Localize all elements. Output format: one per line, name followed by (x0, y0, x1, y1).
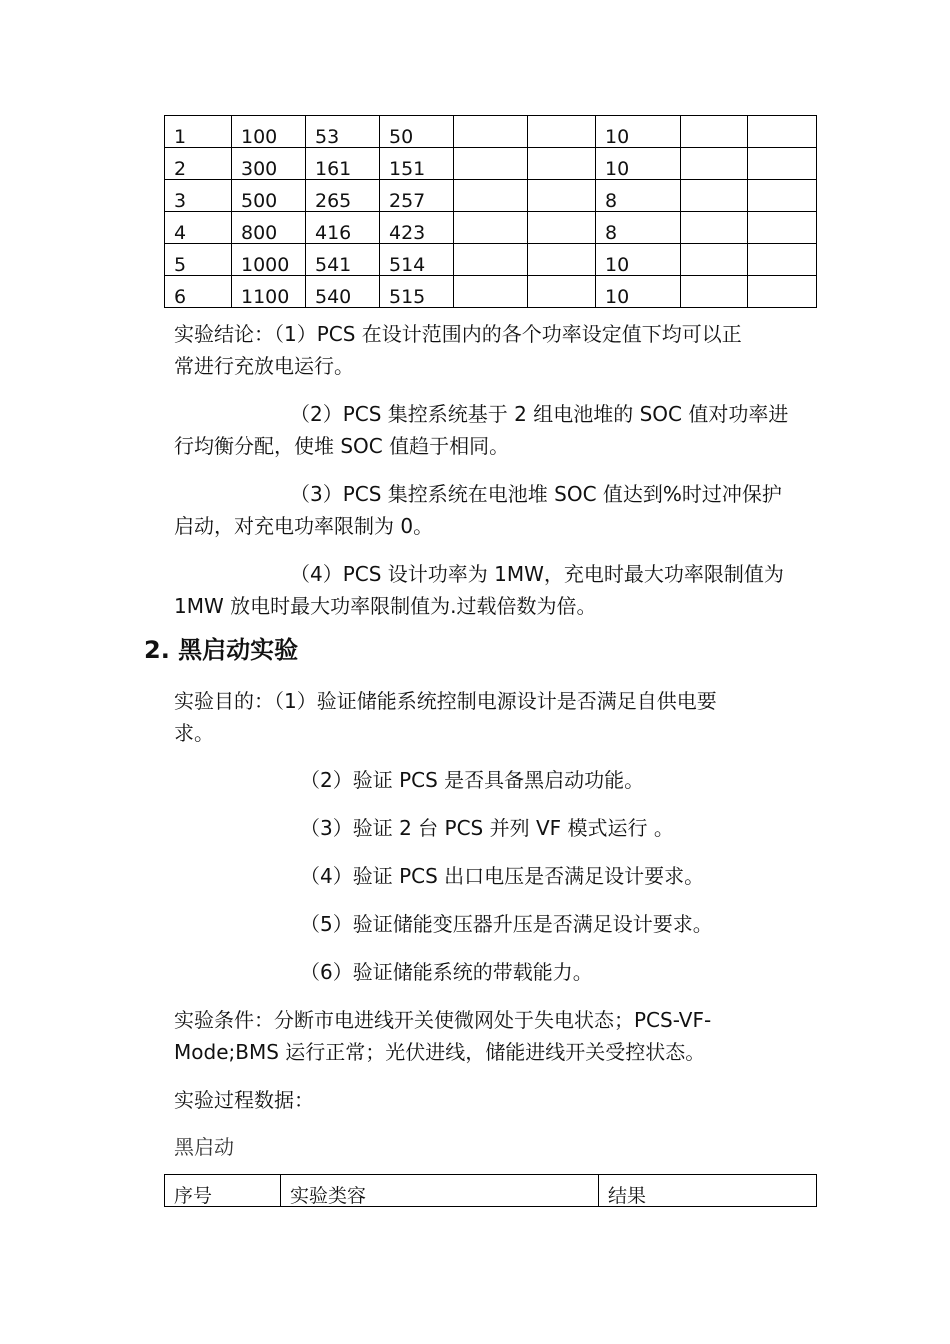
purpose-line-1: 实验目的：（1）验证储能系统控制电源设计是否满足自供电要 (174, 689, 717, 713)
header-cell: 结果 (599, 1175, 817, 1207)
table-cell (528, 212, 596, 244)
table-header-row (165, 1175, 817, 1207)
power-test-table (164, 115, 817, 308)
table-cell (681, 180, 748, 212)
purpose-item: （2）验证 PCS 是否具备黑启动功能。 (300, 768, 645, 792)
table-row (165, 180, 817, 212)
purpose-item: （6）验证储能系统的带载能力。 (300, 960, 593, 984)
table-cell: 4 (165, 212, 232, 244)
table-cell (528, 244, 596, 276)
table-cell: 1100 (232, 276, 306, 308)
table-cell: 8 (596, 212, 681, 244)
table-cell (748, 148, 817, 180)
table-cell (748, 180, 817, 212)
table-cell (454, 148, 528, 180)
table-row (165, 212, 817, 244)
table-cell: 10 (596, 244, 681, 276)
table-cell: 6 (165, 276, 232, 308)
table-cell (748, 276, 817, 308)
conclusion-item-4-line-2: 1MW 放电时最大功率限制值为.过载倍数为倍。 (174, 594, 597, 618)
table-row (165, 148, 817, 180)
table-cell: 1000 (232, 244, 306, 276)
table-cell: 300 (232, 148, 306, 180)
table-cell: 53 (306, 116, 380, 148)
table-cell: 514 (380, 244, 454, 276)
conclusion-item-3-line-2: 启动，对充电功率限制为 0。 (174, 514, 434, 538)
table-cell: 515 (380, 276, 454, 308)
table-cell (748, 244, 817, 276)
purpose-item: （4）验证 PCS 出口电压是否满足设计要求。 (300, 864, 705, 888)
table-cell: 10 (596, 148, 681, 180)
conclusion-item-2-line-2: 行均衡分配，使堆 SOC 值趋于相同。 (174, 434, 510, 458)
table-cell (454, 116, 528, 148)
table-cell: 5 (165, 244, 232, 276)
table-cell: 151 (380, 148, 454, 180)
black-start-table (164, 1174, 817, 1207)
table-cell: 10 (596, 116, 681, 148)
table-cell (454, 180, 528, 212)
table-cell: 3 (165, 180, 232, 212)
table-caption: 黑启动 (174, 1135, 234, 1159)
table-cell: 423 (380, 212, 454, 244)
table-cell (681, 244, 748, 276)
table-cell (528, 180, 596, 212)
conclusion-line-2: 常进行充放电运行。 (174, 354, 354, 378)
table-cell: 8 (596, 180, 681, 212)
table-row (165, 276, 817, 308)
section-heading: 2. 黑启动实验 (144, 636, 299, 664)
table-cell (748, 212, 817, 244)
table-cell (681, 116, 748, 148)
table-row (165, 244, 817, 276)
table-row (165, 116, 817, 148)
purpose-line-2: 求。 (174, 721, 214, 745)
table-cell (454, 276, 528, 308)
conclusion-line-1: 实验结论：（1）PCS 在设计范围内的各个功率设定值下均可以正 (174, 322, 742, 346)
process-label: 实验过程数据： (174, 1088, 314, 1112)
conclusion-item-4-line-1: （4）PCS 设计功率为 1MW，充电时最大功率限制值为 (290, 562, 784, 586)
table-cell: 541 (306, 244, 380, 276)
table-cell: 1 (165, 116, 232, 148)
conditions-line-1: 实验条件：分断市电进线开关使微网处于失电状态；PCS-VF- (174, 1008, 712, 1032)
table-cell (528, 116, 596, 148)
table-cell: 10 (596, 276, 681, 308)
conditions-line-2: Mode;BMS 运行正常；光伏进线，储能进线开关受控状态。 (174, 1040, 706, 1064)
table-cell: 416 (306, 212, 380, 244)
table-cell: 50 (380, 116, 454, 148)
purpose-item: （3）验证 2 台 PCS 并列 VF 模式运行 。 (300, 816, 674, 840)
header-cell: 实验类容 (281, 1175, 599, 1207)
conclusion-item-2-line-1: （2）PCS 集控系统基于 2 组电池堆的 SOC 值对功率进 (290, 402, 789, 426)
table-cell: 100 (232, 116, 306, 148)
table-cell: 540 (306, 276, 380, 308)
table-cell: 257 (380, 180, 454, 212)
table-cell (681, 148, 748, 180)
table-cell (528, 148, 596, 180)
table-cell: 265 (306, 180, 380, 212)
table-cell: 161 (306, 148, 380, 180)
header-cell: 序号 (165, 1175, 281, 1207)
table-cell: 500 (232, 180, 306, 212)
table-cell (748, 116, 817, 148)
purpose-item: （5）验证储能变压器升压是否满足设计要求。 (300, 912, 713, 936)
table-cell (681, 276, 748, 308)
table-cell (528, 276, 596, 308)
table-cell: 800 (232, 212, 306, 244)
table-cell: 2 (165, 148, 232, 180)
table-cell (454, 212, 528, 244)
conclusion-item-3-line-1: （3）PCS 集控系统在电池堆 SOC 值达到%时过冲保护 (290, 482, 782, 506)
table-cell (454, 244, 528, 276)
table-cell (681, 212, 748, 244)
